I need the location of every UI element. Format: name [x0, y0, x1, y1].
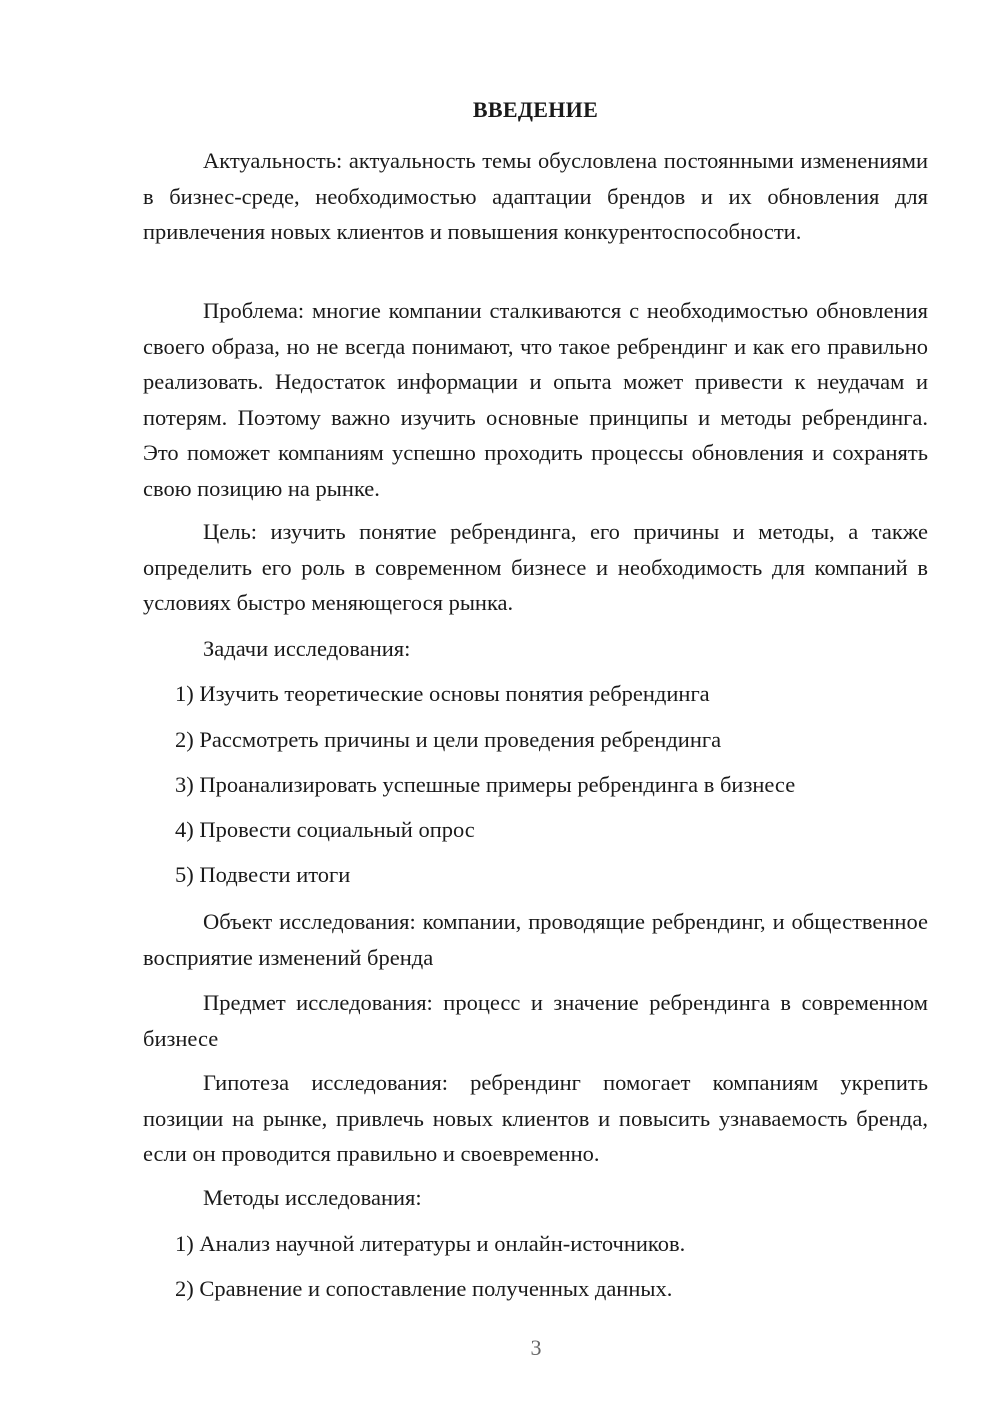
goal-paragraph: Цель: изучить понятие ребрендинга, его причины и методы, а также определить его роль в современном бизнесе и необходимость для компаний в условиях быстро меняющегося рынка.	[143, 519, 928, 615]
page-number: 3	[530, 1335, 542, 1360]
subject-paragraph: Предмет исследования: процесс и значение ребрендинга в современном бизнесе	[143, 990, 928, 1051]
relevance-paragraph: Актуальность: актуальность темы обусловлена постоянными изменениями в бизнес-среде, необходимостью адаптации брендов и их обновления для привлечения новых клиентов и повышения конкурентоспособности.	[143, 148, 928, 244]
task-item: 2) Рассмотреть причины и цели проведения ребрендинга	[175, 727, 722, 752]
task-item: 5) Подвести итоги	[175, 862, 351, 887]
task-item: 4) Провести социальный опрос	[175, 817, 475, 842]
task-item: 3) Проанализировать успешные примеры ребрендинга в бизнесе	[175, 772, 796, 797]
object-paragraph: Объект исследования: компании, проводящие ребрендинг, и общественное восприятие изменений бренда	[143, 909, 928, 970]
problem-paragraph: Проблема: многие компании сталкиваются с необходимостью обновления своего образа, но не всегда понимают, что такое ребрендинг и как его правильно реализовать. Недостаток информации и опыта может привести к неудачам и потерям. Поэтому важно изучить основные принципы и методы ребрендинга. Это поможет компаниям успешно проходить процессы обновления и сохранять свою позицию на рынке.	[143, 298, 928, 501]
method-item: 1) Анализ научной литературы и онлайн-источников.	[175, 1231, 686, 1256]
task-item: 1) Изучить теоретические основы понятия ребрендинга	[175, 681, 710, 706]
section-heading: ВВЕДЕНИЕ	[472, 97, 599, 122]
method-item: 2) Сравнение и сопоставление полученных данных.	[175, 1276, 673, 1301]
methods-label: Методы исследования:	[203, 1185, 422, 1210]
hypothesis-paragraph: Гипотеза исследования: ребрендинг помогает компаниям укрепить позиции на рынке, привлечь новых клиентов и повысить узнаваемость бренда, если он проводится правильно и своевременно.	[143, 1070, 928, 1166]
tasks-label: Задачи исследования:	[203, 636, 411, 661]
